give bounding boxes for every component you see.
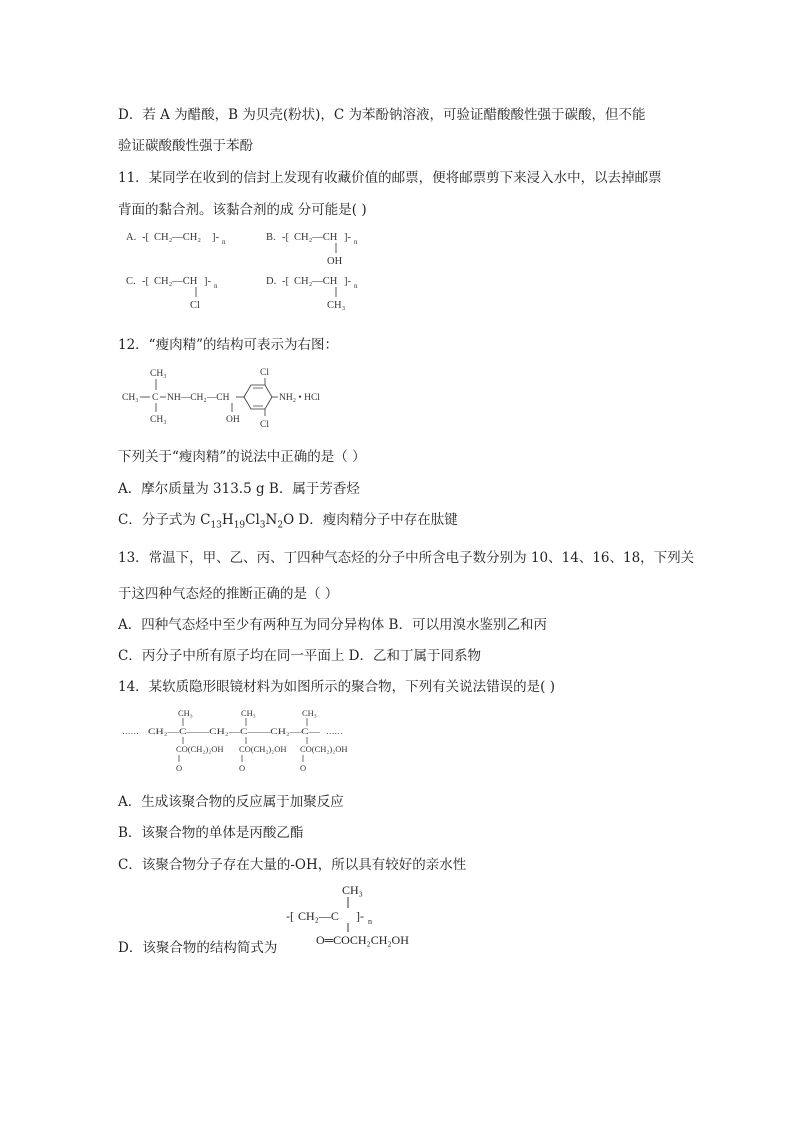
q13-stem-line2: 于这四种气态烃的推断正确的是（ ） bbox=[118, 586, 339, 602]
q11-d-formula: CH₂—CH bbox=[294, 276, 338, 287]
q11-stem-line2: 背面的黏合剂。该黏合剂的成 分可能是( ) bbox=[118, 202, 367, 218]
q12-n: N bbox=[265, 512, 278, 528]
q11-options-svg bbox=[120, 226, 370, 316]
q11-c-n: n bbox=[214, 282, 218, 290]
q14-d-side: O═COCH₂CH₂OH bbox=[316, 933, 409, 947]
q11-a-label: A. bbox=[126, 232, 137, 243]
q14-structure-figure bbox=[122, 707, 372, 777]
q11-c-formula: CH₂—CH bbox=[154, 276, 198, 287]
q11-c-bracket-right: ]- bbox=[204, 276, 211, 287]
q11-b-label: B. bbox=[266, 232, 276, 243]
q11-b-bracket-left: -[ bbox=[282, 232, 289, 243]
q14-d-formula-figure bbox=[286, 880, 446, 952]
q13-option-cd: C．丙分子中所有原子均在同一平面上 D．乙和丁属于同系物 bbox=[118, 648, 481, 664]
q10-option-d-line1: D．若 A 为醋酸，B 为贝壳(粉状)，C 为苯酚钠溶液，可验证醋酸酸性强于碳酸，但不能 bbox=[118, 107, 646, 123]
q12-cl: Cl bbox=[245, 512, 260, 528]
q11-b-n: n bbox=[354, 238, 358, 246]
q11-a-bracket-right: ]- bbox=[212, 232, 219, 243]
q11-a-formula: CH₂—CH₂ bbox=[154, 232, 201, 243]
q14-o-1: O bbox=[176, 763, 183, 773]
q11-options-figure bbox=[120, 226, 370, 316]
q14-side-1: CO(CH₂)₂OH bbox=[176, 744, 224, 754]
q11-b-sub: OH bbox=[327, 256, 343, 267]
q12-question: 下列关于“瘦肉精”的说法中正确的是（ ） bbox=[118, 449, 366, 465]
q12-ch3-left: CH₃ bbox=[122, 393, 139, 403]
q12-cd-prefix: C．分子式为 C bbox=[118, 512, 211, 528]
q11-a-bracket-left: -[ bbox=[142, 232, 149, 243]
q12-option-ab: A．摩尔质量为 313.5 g B．属于芳香烃 bbox=[118, 481, 360, 497]
q14-side-3: CO(CH₂)₂OH bbox=[300, 744, 348, 754]
q14-d-n: n bbox=[368, 917, 372, 926]
q12-sub-19: 19 bbox=[233, 520, 246, 531]
q12-cl-bottom: Cl bbox=[260, 420, 269, 430]
q14-stem: 14．某软质隐形眼镜材料为如图所示的聚合物，下列有关说法错误的是( ) bbox=[118, 679, 556, 695]
q11-stem-line1: 11．某同学在收到的信封上发现有收藏价值的邮票，便将邮票剪下来浸入水中，以去掉邮票 bbox=[118, 170, 662, 186]
q14-structure-svg bbox=[122, 707, 372, 777]
q10-option-d-line2: 验证碳酸酸性强于苯酚 bbox=[118, 138, 253, 154]
q12-cl-top: Cl bbox=[260, 368, 269, 378]
q12-h: H bbox=[221, 512, 234, 528]
q11-c-sub: Cl bbox=[190, 300, 200, 311]
q11-d-n: n bbox=[354, 282, 358, 290]
q11-d-bracket-right: ]- bbox=[344, 276, 351, 287]
q14-d-bracket-right: ]- bbox=[356, 909, 364, 923]
q12-option-cd bbox=[118, 508, 458, 531]
q14-o-3: O bbox=[300, 763, 307, 773]
q14-option-c: C．该聚合物分子存在大量的-OH，所以具有较好的亲水性 bbox=[118, 857, 467, 873]
q14-ch3-2: CH₃ bbox=[241, 708, 256, 718]
q14-d-main: CH₂—C bbox=[298, 909, 339, 923]
q12-ch3-top: CH₃ bbox=[150, 369, 167, 379]
q14-option-a: A．生成该聚合物的反应属于加聚反应 bbox=[118, 794, 344, 810]
q12-cd-suffix: O D．瘦肉精分子中存在肽键 bbox=[283, 512, 458, 528]
q11-b-formula: CH₂—CH bbox=[294, 232, 338, 243]
q12-nh-chain: NH—CH₂—CH bbox=[167, 393, 230, 403]
q14-ch3-1: CH₃ bbox=[178, 708, 193, 718]
q12-c-center: C bbox=[152, 393, 159, 403]
q11-d-bracket-left: -[ bbox=[282, 276, 289, 287]
q14-ch3-3: CH₃ bbox=[302, 708, 317, 718]
q11-c-label: C. bbox=[126, 276, 136, 287]
q12-nh2-hcl: NH₂ • HCl bbox=[279, 393, 320, 403]
q11-d-label: D. bbox=[266, 276, 277, 287]
q11-a-n: n bbox=[222, 238, 226, 246]
q11-c-bracket-left: -[ bbox=[142, 276, 149, 287]
q12-sub-13: 13 bbox=[210, 520, 222, 531]
q14-option-b: B．该聚合物的单体是丙酸乙酯 bbox=[118, 825, 304, 841]
q12-structure-svg bbox=[120, 366, 340, 432]
q13-stem-line1: 13．常温下，甲、乙、丙、丁四种气态烃的分子中所含电子数分别为 10、14、16、18，下列关 bbox=[118, 550, 695, 566]
q14-d-formula-svg bbox=[286, 880, 446, 952]
q13-option-ab: A．四种气态烃中至少有两种互为同分异构体 B．可以用溴水鉴别乙和丙 bbox=[118, 617, 547, 633]
q12-ch3-bottom: CH₃ bbox=[150, 415, 167, 425]
q12-sub-2: 2 bbox=[277, 520, 284, 531]
q11-d-sub: CH₃ bbox=[327, 300, 346, 311]
q12-stem: 12．“瘦肉精”的结构可表示为右图： bbox=[118, 337, 338, 353]
q14-d-bracket-left: -[ bbox=[286, 909, 294, 923]
q12-oh: OH bbox=[226, 415, 240, 425]
q14-option-d: D．该聚合物的结构简式为 bbox=[118, 940, 278, 956]
q14-dots-left: …… bbox=[122, 726, 139, 736]
q12-benzene-ring bbox=[244, 385, 272, 409]
q11-b-bracket-right: ]- bbox=[344, 232, 351, 243]
q14-dots-right: …… bbox=[326, 726, 343, 736]
q14-side-2: CO(CH₂)₂OH bbox=[239, 744, 287, 754]
q14-d-ch3: CH₃ bbox=[342, 883, 363, 897]
q14-chain: CH₂—C——CH₂—C——CH₂—C— bbox=[148, 726, 321, 736]
q12-structure-figure bbox=[120, 366, 340, 432]
q14-o-2: O bbox=[239, 763, 246, 773]
q12-sub-3: 3 bbox=[259, 520, 266, 531]
